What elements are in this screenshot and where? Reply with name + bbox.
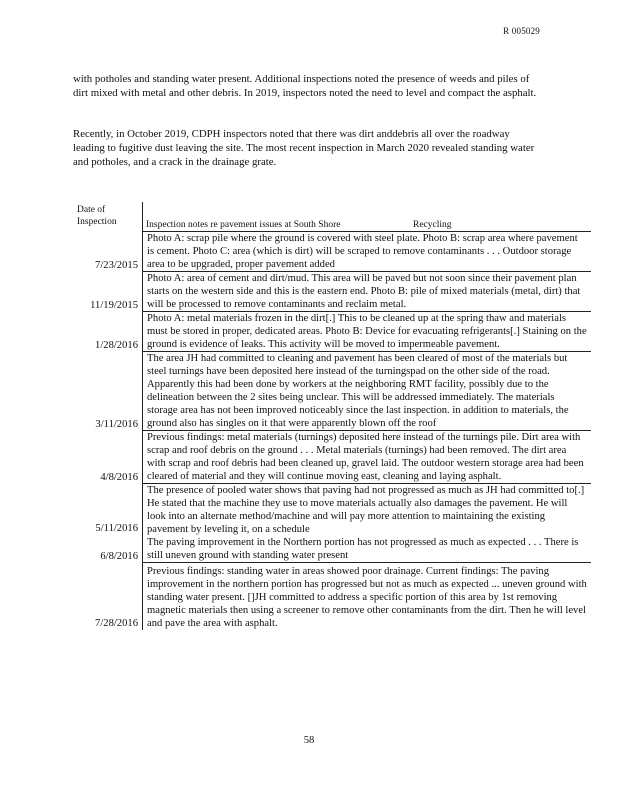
notes-cell: [143, 563, 591, 630]
note-text: The presence of pooled water shows that paving had not progressed as much as JH had committed to[.] He stated that the machine they use to move materials actually also damages the pavement. He will look into an alternate method/machine and will pay more attention to maintaining the existing pavement by leveling it, on a schedule: [147, 485, 585, 535]
bates-number: R 005029: [503, 26, 540, 36]
inspection-table: [73, 202, 591, 630]
date-value: 11/19/2015: [90, 300, 138, 311]
date-value: 4/8/2016: [100, 472, 138, 483]
date-value: 7/23/2015: [95, 260, 138, 271]
date-cell: [73, 484, 143, 563]
note-text: Previous findings: metal materials (turnings) deposited here instead of the turnings pile. Dirt area with scrap and roof debris on the ground . . . Metal materials (turnings) had been removed. The dirt area with scrap and roof debris had been cleaned up, gravel laid. The outdoor western storage area had been cleared of material and they will continue moving east, cleaning and laying asphalt.: [147, 432, 584, 482]
table-row: [73, 484, 591, 563]
page-number: 58: [303, 735, 315, 746]
notes-cell: [143, 431, 591, 484]
table-row: [73, 232, 591, 272]
note-text: The paving improvement in the Northern portion has not progressed as much as expected . . . There is still uneven ground with standing water present: [147, 537, 579, 561]
date-cell: [73, 352, 143, 431]
notes-cell: [143, 484, 591, 563]
table-row: [73, 431, 591, 484]
note-text: The area JH had committed to cleaning and pavement has been cleared of most of the materials but steel turnings have been deposited here instead of the turningspad on the other side of the road. Apparently this had been done by workers at the neighboring RMT facility, possibly due to the delineation between the 2 sites being unclear. This will be addressed immediately. The materials storage area has not been improved noticeably since the last inspection. in addition to materials, the ground also has singles on it that were apparently blown off the roof: [147, 353, 569, 429]
notes-column-header: Inspection notes re pavement issues at South Shore: [146, 220, 341, 230]
table-row: [73, 272, 591, 312]
notes-cell: [143, 352, 591, 431]
date-column-header: Date of Inspection: [77, 205, 117, 227]
date-value: 1/28/2016: [95, 340, 138, 351]
date-cell: [73, 431, 143, 484]
date-cell: [73, 312, 143, 352]
table-header: [73, 202, 591, 232]
note-text: Previous findings: standing water in areas showed poor drainage. Current findings: The paving improvement in the northern portion has progressed but not as much as expected ... uneven ground with standing water present. []JH committed to address a specific portion of this area by 1st removing magnetic materials then using a screener to remove other contaminants from the dirt. Then he will level and pave the area with asphalt.: [147, 566, 587, 629]
date-value: 3/11/2016: [95, 419, 138, 430]
notes-column-header-suffix: Recycling: [413, 220, 452, 230]
table-row: [73, 352, 591, 431]
notes-cell: [143, 232, 591, 272]
table-row: [73, 312, 591, 352]
date-cell: [73, 272, 143, 312]
note-text: Photo A: scrap pile where the ground is covered with steel plate. Photo B: scrap area where pavement is cement. Photo C: area (which is dirt) will be scraped to remove contaminants . . . Outdoor storage area to be upgraded, proper pavement added: [147, 233, 578, 270]
notes-cell: [143, 312, 591, 352]
date-value: 7/28/2016: [95, 618, 138, 629]
paragraph-2: Recently, in October 2019, CDPH inspectors noted that there was dirt anddebris all over the roadway leading to fugitive dust leaving the site. The most recent inspection in March 2020 revealed standing water and potholes, and a crack in the drainage grate.: [73, 128, 535, 168]
date-cell: [73, 232, 143, 272]
note-text: Photo A: area of cement and dirt/mud. This area will be paved but not soon since their pavement plan starts on the western side and this is the eastern end. Photo B: pile of mixed materials (metal, dirt) that will be processed to remove contaminants and reclaim metal.: [147, 273, 581, 310]
date-cell: [73, 563, 143, 630]
date-value: 5/11/2016: [95, 523, 138, 534]
notes-cell: [143, 272, 591, 312]
date-value: 6/8/2016: [100, 551, 138, 562]
note-text: Photo A: metal materials frozen in the dirt[.] This to be cleaned up at the spring thaw and materials must be stored in proper, dedicated areas. Photo B: Device for evacuating refrigerants[.] Staining on the ground is evidence of leaks. This activity will be moved to impermeable pavement.: [147, 313, 587, 350]
paragraph-1: with potholes and standing water present. Additional inspections noted the presence of weeds and piles of dirt mixed with metal and other debris. In 2019, inspectors noted the need to level and compact the asphalt.: [73, 73, 537, 99]
table-row: [73, 563, 591, 630]
